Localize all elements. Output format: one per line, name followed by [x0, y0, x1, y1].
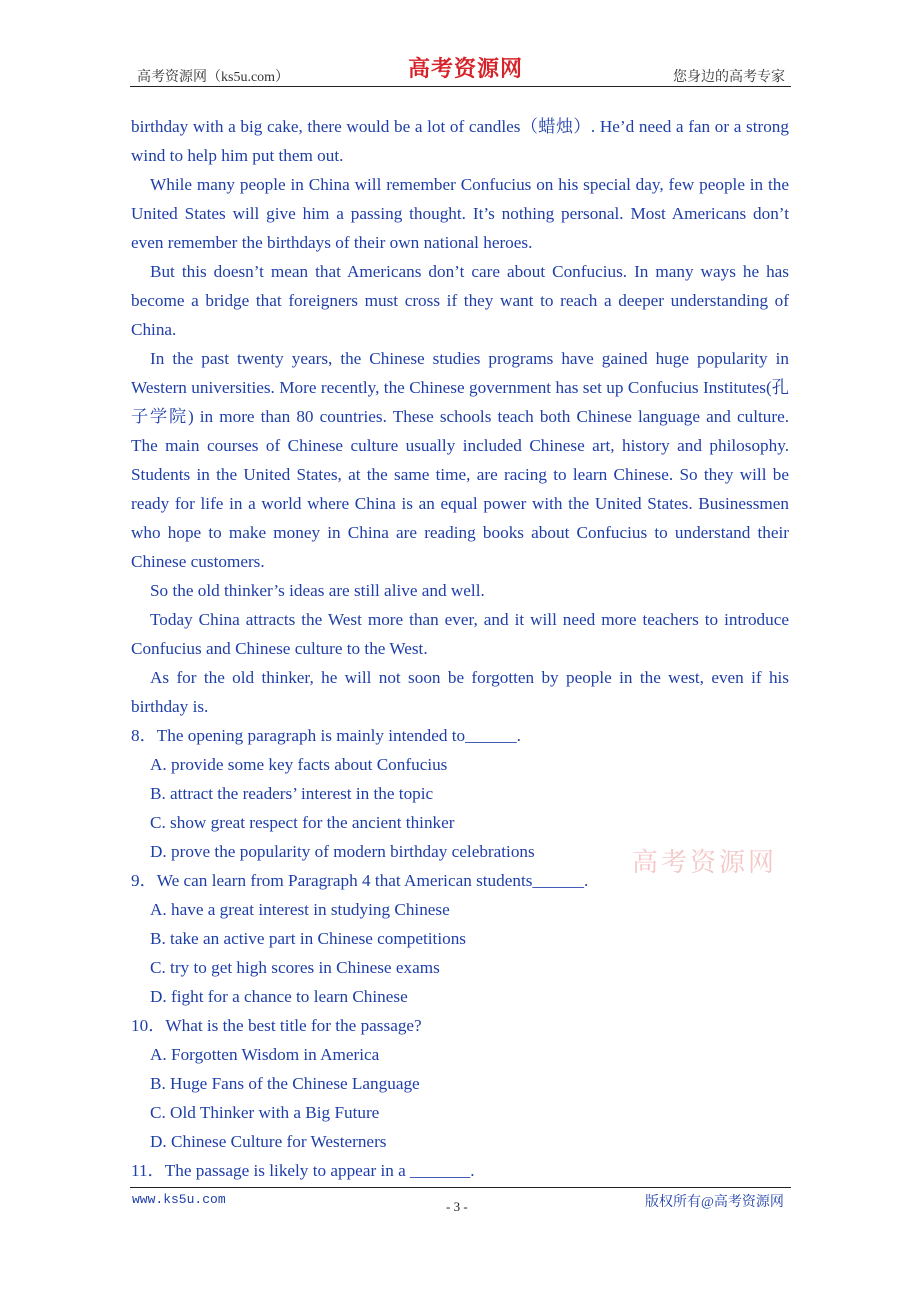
question-stem: 11．The passage is likely to appear in a _______. [131, 1161, 475, 1180]
question-stem: 10．What is the best title for the passage? [131, 1016, 422, 1035]
document-content [131, 112, 789, 1185]
question-option: D. prove the popularity of modern birthday celebrations [150, 842, 535, 861]
question-option: D. fight for a chance to learn Chinese [150, 987, 408, 1006]
question-option: C. try to get high scores in Chinese exams [150, 958, 440, 977]
question-stem: 9．We can learn from Paragraph 4 that American students______. [131, 871, 589, 890]
footer-divider [130, 1187, 791, 1188]
footer-website-link[interactable]: www.ks5u.com [132, 1192, 226, 1207]
question-option: B. take an active part in Chinese competitions [150, 929, 466, 948]
question-option: A. provide some key facts about Confucius [150, 755, 448, 774]
question-option: C. show great respect for the ancient thinker [150, 813, 455, 832]
header-slogan: 您身边的高考专家 [673, 70, 785, 85]
question-option: A. have a great interest in studying Chinese [150, 900, 450, 919]
question-option: B. attract the readers’ interest in the topic [150, 784, 434, 803]
footer-copyright: 版权所有@高考资源网 [645, 1195, 784, 1210]
passage-paragraph: So the old thinker’s ideas are still alive and well. [150, 581, 485, 600]
passage-paragraph: In the past twenty years, the Chinese studies programs have gained huge popularity in Western universities. More recently, the Chinese government has set up Confucius Institutes(孔子学院) in more than 80 countries. These schools teach both Chinese language and culture. The main courses of Chinese culture usually included Chinese art, history and philosophy. Students in the United States, at the same time, are racing to learn Chinese. So they will be ready for life in a world where China is an equal power with the United States. Businessmen who hope to make money in China are reading books about Confucius to understand their Chinese customers. [131, 349, 789, 571]
passage-paragraph: As for the old thinker, he will not soon be forgotten by people in the west, even if his birthday is. [131, 668, 789, 716]
watermark: 高考资源网 [632, 848, 778, 878]
passage-paragraph: While many people in China will remember Confucius on his special day, few people in the United States will give him a passing thought. It’s nothing personal. Most Americans don’t even remember the birthdays of their own national heroes. [131, 175, 789, 252]
header-site-name: 高考资源网（ks5u.com） [137, 70, 290, 85]
question-option: C. Old Thinker with a Big Future [150, 1103, 380, 1122]
page-number: - 3 - [446, 1199, 468, 1214]
question-stem: 8．The opening paragraph is mainly intended to______. [131, 726, 521, 745]
header-logo: 高考资源网 [408, 56, 524, 82]
passage-paragraph: birthday with a big cake, there would be a lot of candles（蜡烛）. He’d need a fan or a strong wind to help him put them out. [131, 117, 789, 165]
question-option: D. Chinese Culture for Westerners [150, 1132, 387, 1151]
passage-paragraph: Today China attracts the West more than ever, and it will need more teachers to introduce Confucius and Chinese culture to the West. [131, 610, 789, 658]
passage-paragraph: But this doesn’t mean that Americans don’t care about Confucius. In many ways he has become a bridge that foreigners must cross if they want to reach a deeper understanding of China. [131, 262, 789, 339]
header-divider [130, 86, 791, 87]
question-option: A. Forgotten Wisdom in America [150, 1045, 380, 1064]
question-option: B. Huge Fans of the Chinese Language [150, 1074, 420, 1093]
